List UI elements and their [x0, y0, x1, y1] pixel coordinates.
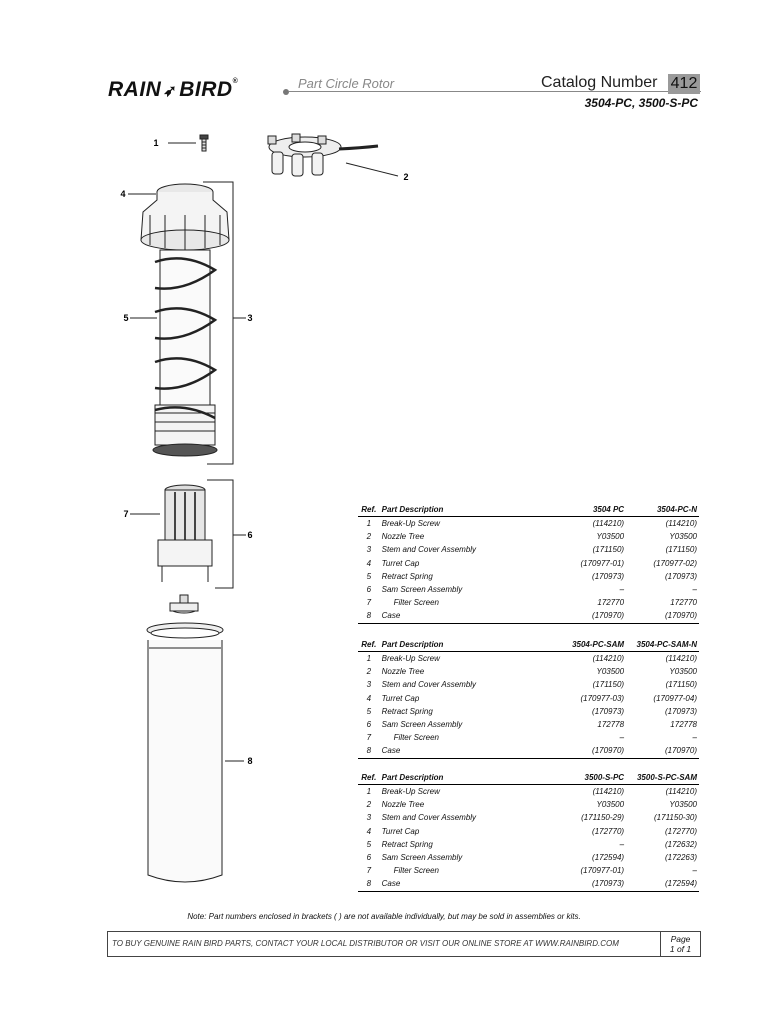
parts-table-3504-pc — [358, 503, 699, 624]
ref-cell: 6 — [366, 853, 372, 863]
nozzle-tree-drawing — [268, 134, 378, 176]
model-header: 3500-S-PC — [553, 771, 626, 785]
part-description-cell: Stem and Cover Assembly — [381, 813, 477, 823]
table-row — [358, 692, 699, 705]
part-description-cell: Case — [380, 609, 554, 623]
ref-cell: 5 — [366, 839, 372, 849]
part-number-cell: (170977-04) — [653, 693, 697, 703]
filter-screen-drawing — [158, 485, 212, 582]
ref-cell: 3 — [366, 545, 372, 555]
ref-header: Ref. — [358, 638, 380, 652]
catalog-number: 412 — [668, 74, 700, 94]
table-row — [358, 838, 699, 851]
part-number-cell: (170970) — [626, 609, 699, 623]
page-box — [660, 932, 700, 956]
part-description-cell: Retract Spring — [381, 706, 433, 716]
footer-box — [107, 931, 701, 957]
part-description-cell: Filter Screen — [393, 733, 439, 743]
ref-header: Ref. — [358, 503, 380, 517]
ref-cell: 4 — [366, 558, 372, 568]
model-header: 3504-PC-SAM — [553, 638, 626, 652]
ref-cell: 1 — [366, 519, 372, 529]
part-description-cell: Turret Cap — [381, 693, 420, 703]
table-row — [358, 705, 699, 718]
rain-bird-logo: RAIN ➶BIRD® — [108, 78, 239, 101]
ref-cell: 3 — [366, 813, 372, 823]
part-number-cell: (114210) — [665, 787, 697, 797]
callout-6: 6 — [247, 530, 253, 540]
part-number-cell: (171150) — [665, 680, 697, 690]
part-number-cell: (171150) — [665, 545, 697, 555]
part-description-cell: Sam Screen Assembly — [381, 585, 463, 595]
desc-header: Part Description — [380, 503, 554, 517]
part-number-cell: (170970) — [626, 744, 699, 758]
part-number-cell: 172778 — [670, 720, 697, 730]
part-description-cell: Nozzle Tree — [381, 532, 425, 542]
page-label: Page — [670, 934, 691, 944]
part-number-cell: – — [619, 585, 625, 595]
table-row — [358, 811, 699, 824]
part-number-cell: (170977-01) — [580, 866, 625, 876]
table-row — [358, 557, 699, 570]
ref-cell: 7 — [366, 866, 372, 876]
callout-2: 2 — [403, 172, 409, 182]
part-number-cell: (171150-30) — [654, 813, 697, 823]
part-description-cell: Break-Up Screw — [381, 787, 440, 797]
ref-cell: 1 — [366, 787, 372, 797]
ref-header: Ref. — [358, 771, 380, 785]
part-number-cell: (172632) — [664, 839, 697, 849]
table-row — [358, 798, 699, 811]
parts-table-3500-s-pc — [358, 771, 699, 892]
ref-cell: 4 — [366, 826, 372, 836]
part-description-cell: Sam Screen Assembly — [381, 720, 463, 730]
part-number-cell: (170977-03) — [580, 693, 625, 703]
table-row — [358, 785, 699, 799]
part-description-cell: Stem and Cover Assembly — [381, 680, 477, 690]
table-row — [358, 652, 699, 666]
ref-cell: 5 — [366, 571, 372, 581]
model-header: 3504-PC-N — [626, 503, 699, 517]
part-number-cell: (170977-02) — [653, 558, 697, 568]
part-number-cell: (114210) — [592, 787, 625, 797]
part-description-cell: Turret Cap — [381, 558, 420, 568]
catalog-label: Catalog Number — [541, 74, 658, 91]
part-number-cell: (172263) — [664, 853, 697, 863]
desc-header: Part Description — [380, 771, 554, 785]
callout-7: 7 — [123, 509, 129, 519]
callout-1: 1 — [153, 138, 159, 148]
table-row — [358, 596, 699, 609]
part-number-cell: (172594) — [626, 877, 699, 891]
part-number-cell: (171150-29) — [581, 813, 625, 823]
ref-cell: 8 — [358, 744, 380, 758]
page-value: 1 of 1 — [669, 944, 692, 954]
part-number-cell: (114210) — [665, 519, 697, 529]
desc-header: Part Description — [380, 638, 554, 652]
part-description-cell: Nozzle Tree — [381, 667, 425, 677]
model-header: 3504 PC — [553, 503, 626, 517]
part-number-cell: (114210) — [592, 654, 625, 664]
part-number-cell: (170973) — [592, 571, 625, 581]
table-row — [358, 825, 699, 838]
table-row — [358, 877, 699, 891]
model-numbers: 3504-PC, 3500-S-PC — [584, 96, 698, 110]
part-number-cell: (114210) — [665, 654, 697, 664]
table-row — [358, 718, 699, 731]
part-description-cell: Retract Spring — [381, 839, 433, 849]
product-line: Part Circle Rotor — [298, 76, 395, 91]
sam-valve-drawing — [170, 595, 198, 613]
part-description-cell: Retract Spring — [381, 571, 433, 581]
part-number-cell: 172770 — [597, 598, 625, 608]
table-row — [358, 570, 699, 583]
table-row — [358, 731, 699, 744]
ref-cell: 2 — [366, 532, 372, 542]
part-number-cell: (170973) — [592, 706, 625, 716]
ref-cell: 2 — [366, 667, 372, 677]
table-row — [358, 744, 699, 758]
table-row — [358, 609, 699, 623]
part-number-cell: Y03500 — [596, 667, 625, 677]
part-description-cell: Sam Screen Assembly — [381, 853, 463, 863]
table-row — [358, 583, 699, 596]
stem-and-cover-drawing — [153, 250, 217, 456]
part-number-cell: (171150) — [592, 545, 625, 555]
model-header: 3500-S-PC-SAM — [626, 771, 699, 785]
part-number-cell: Y03500 — [596, 800, 625, 810]
part-number-cell: – — [692, 585, 697, 595]
bird-icon: ➶ — [163, 83, 178, 100]
part-number-cell: (170970) — [553, 609, 626, 623]
callout-5: 5 — [123, 313, 129, 323]
ref-cell: 8 — [358, 877, 380, 891]
part-number-cell: – — [692, 866, 697, 876]
part-number-cell: (170977-01) — [580, 558, 625, 568]
part-number-cell: – — [692, 733, 697, 743]
part-description-cell: Filter Screen — [393, 866, 439, 876]
ref-cell: 3 — [366, 680, 372, 690]
model-header: 3504-PC-SAM-N — [626, 638, 699, 652]
callout-3: 3 — [247, 313, 253, 323]
part-number-cell: 172778 — [597, 720, 625, 730]
ref-cell: 6 — [366, 585, 372, 595]
part-number-cell: (114210) — [592, 519, 625, 529]
ref-cell: 1 — [366, 654, 372, 664]
buy-parts-text: TO BUY GENUINE RAIN BIRD PARTS, CONTACT YOUR LOCAL DISTRIBUTOR OR VISIT OUR ONLINE STORE AT WWW.RAINBIRD.COM — [112, 939, 619, 948]
ref-cell: 5 — [366, 706, 372, 716]
callout-8: 8 — [247, 756, 253, 766]
ref-cell: 8 — [358, 609, 380, 623]
part-number-cell: (170973) — [664, 571, 697, 581]
part-number-cell: (170970) — [553, 744, 626, 758]
table-row — [358, 665, 699, 678]
ref-cell: 4 — [366, 693, 372, 703]
part-description-cell: Break-Up Screw — [381, 519, 440, 529]
part-description-cell: Turret Cap — [381, 826, 420, 836]
part-description-cell: Filter Screen — [393, 598, 439, 608]
table-row — [358, 851, 699, 864]
part-description-cell: Stem and Cover Assembly — [381, 545, 477, 555]
ref-cell: 2 — [366, 800, 372, 810]
part-number-cell: Y03500 — [669, 800, 697, 810]
table-row — [358, 864, 699, 877]
callout-4: 4 — [120, 189, 126, 199]
parts-table-3504-pc-sam — [358, 638, 699, 759]
part-number-cell: – — [619, 733, 625, 743]
break-up-screw-drawing — [200, 135, 208, 151]
part-description-cell: Break-Up Screw — [381, 654, 440, 664]
part-number-cell: (172770) — [592, 826, 625, 836]
part-description-cell: Nozzle Tree — [381, 800, 425, 810]
table-row — [358, 530, 699, 543]
part-number-cell: (170973) — [664, 706, 697, 716]
part-number-cell: Y03500 — [669, 667, 697, 677]
part-number-cell: (172594) — [592, 853, 625, 863]
case-drawing — [147, 623, 223, 882]
part-description-cell: Case — [380, 877, 554, 891]
part-description-cell: Case — [380, 744, 554, 758]
table-row — [358, 678, 699, 691]
ref-cell: 7 — [366, 598, 372, 608]
part-number-cell: Y03500 — [596, 532, 625, 542]
ref-cell: 7 — [366, 733, 372, 743]
part-number-cell: Y03500 — [669, 532, 697, 542]
brackets-note: Note: Part numbers enclosed in brackets ( ) are not available individually, but may be sold in assemblies or kits. — [187, 912, 581, 921]
part-number-cell: (172770) — [664, 826, 697, 836]
table-row — [358, 543, 699, 556]
part-number-cell: – — [619, 839, 625, 849]
part-number-cell: (171150) — [592, 680, 625, 690]
part-number-cell: 172770 — [670, 598, 697, 608]
part-number-cell: (170973) — [553, 877, 626, 891]
table-row — [358, 517, 699, 531]
ref-cell: 6 — [366, 720, 372, 730]
